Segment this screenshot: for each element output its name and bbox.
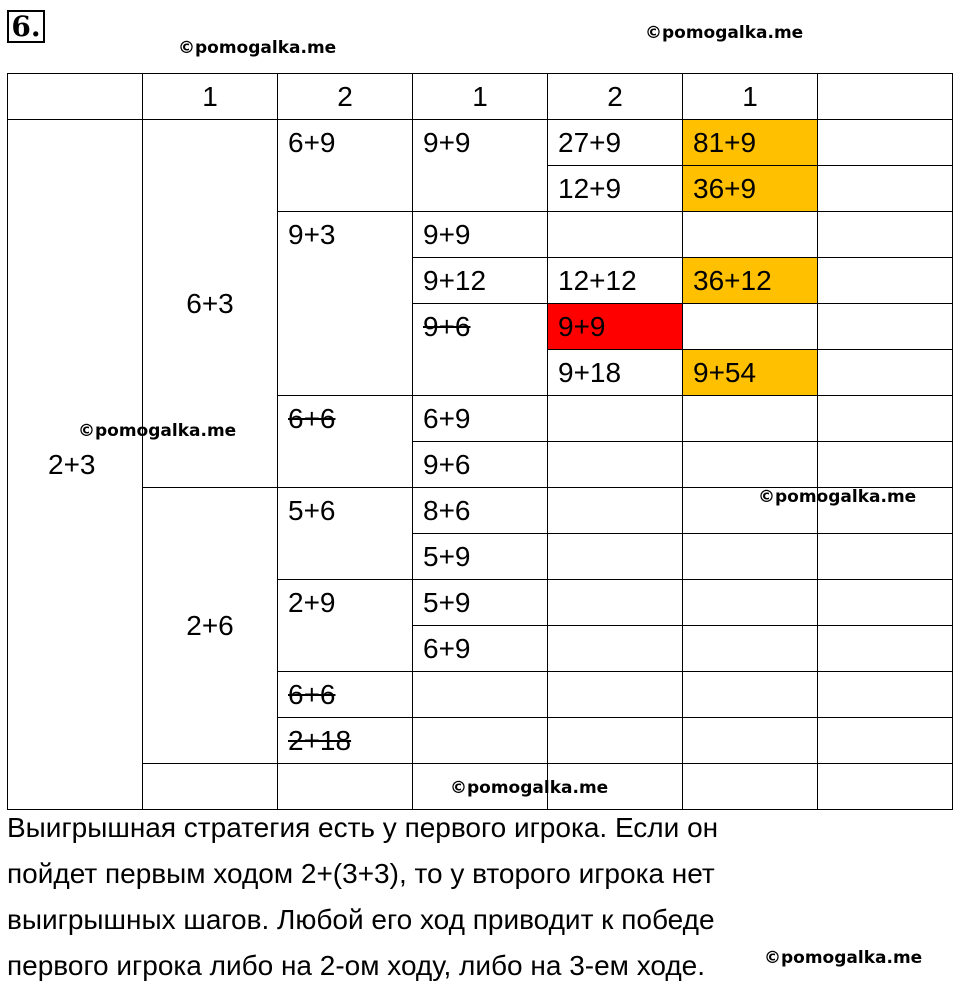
paragraph-line: Выигрышная стратегия есть у первого игрока. Если он bbox=[7, 812, 719, 843]
watermark: ©pomogalka.me bbox=[764, 948, 923, 968]
watermark: ©pomogalka.me bbox=[178, 38, 337, 58]
empty-cell bbox=[548, 718, 683, 764]
empty-cell bbox=[818, 764, 953, 810]
empty-cell bbox=[683, 442, 818, 488]
paragraph-line: первого игрока либо на 2-ом ходу, либо на 3-ем ходе. bbox=[7, 950, 706, 981]
empty-cell bbox=[683, 626, 818, 672]
move-cell: 6+9 bbox=[413, 396, 548, 442]
level0-cell: 2+3 bbox=[8, 120, 143, 810]
empty-cell bbox=[818, 534, 953, 580]
game-tree-table bbox=[7, 73, 953, 810]
task-number: 6. bbox=[7, 10, 45, 43]
move-cell: 5+9 bbox=[413, 534, 548, 580]
empty-cell bbox=[548, 396, 683, 442]
paragraph-line: выигрышных шагов. Любой его ход приводит к победе bbox=[7, 904, 715, 935]
move-cell: 12+9 bbox=[548, 166, 683, 212]
move-cell: 27+9 bbox=[548, 120, 683, 166]
move-cell: 9+9 bbox=[413, 120, 548, 212]
empty-cell bbox=[548, 212, 683, 258]
empty-cell bbox=[548, 672, 683, 718]
winning-move-cell: 9+54 bbox=[683, 350, 818, 396]
watermark: ©pomogalka.me bbox=[78, 421, 237, 441]
move-cell: 6+9 bbox=[278, 120, 413, 212]
level1-cell: 2+6 bbox=[143, 488, 278, 764]
header-cell-empty bbox=[818, 74, 953, 120]
empty-cell bbox=[683, 304, 818, 350]
empty-cell bbox=[278, 764, 413, 810]
crossed-move-cell: 9+6 bbox=[413, 304, 548, 396]
crossed-move-cell: 6+6 bbox=[278, 672, 413, 718]
empty-cell bbox=[413, 718, 548, 764]
empty-cell bbox=[818, 672, 953, 718]
empty-cell bbox=[143, 764, 278, 810]
paragraph-line: пойдет первым ходом 2+(3+3), то у второго игрока нет bbox=[7, 858, 715, 889]
losing-move-cell: 9+9 bbox=[548, 304, 683, 350]
header-row bbox=[8, 74, 953, 120]
empty-cell bbox=[818, 120, 953, 166]
watermark: ©pomogalka.me bbox=[645, 23, 804, 43]
header-cell: 1 bbox=[413, 74, 548, 120]
empty-cell bbox=[818, 580, 953, 626]
empty-cell bbox=[818, 258, 953, 304]
empty-cell bbox=[818, 396, 953, 442]
empty-cell bbox=[548, 488, 683, 534]
empty-cell bbox=[818, 212, 953, 258]
table-row bbox=[8, 120, 953, 166]
empty-cell bbox=[683, 672, 818, 718]
header-cell: 1 bbox=[143, 74, 278, 120]
empty-cell bbox=[683, 534, 818, 580]
watermark: ©pomogalka.me bbox=[450, 778, 609, 798]
crossed-move-cell: 2+18 bbox=[278, 718, 413, 764]
empty-cell bbox=[818, 350, 953, 396]
move-cell: 9+9 bbox=[413, 212, 548, 258]
header-cell: 2 bbox=[548, 74, 683, 120]
move-cell: 9+12 bbox=[413, 258, 548, 304]
header-cell-empty bbox=[8, 74, 143, 120]
winning-move-cell: 36+12 bbox=[683, 258, 818, 304]
empty-cell bbox=[683, 580, 818, 626]
empty-cell bbox=[683, 764, 818, 810]
crossed-move-cell: 6+6 bbox=[278, 396, 413, 488]
winning-move-cell: 36+9 bbox=[683, 166, 818, 212]
move-cell: 5+9 bbox=[413, 580, 548, 626]
move-cell: 8+6 bbox=[413, 488, 548, 534]
empty-cell bbox=[548, 626, 683, 672]
empty-cell bbox=[818, 442, 953, 488]
move-cell: 12+12 bbox=[548, 258, 683, 304]
empty-cell bbox=[818, 626, 953, 672]
empty-cell bbox=[818, 304, 953, 350]
move-cell: 2+9 bbox=[278, 580, 413, 672]
empty-cell bbox=[413, 672, 548, 718]
move-cell: 9+3 bbox=[278, 212, 413, 396]
move-cell: 9+18 bbox=[548, 350, 683, 396]
empty-cell bbox=[548, 534, 683, 580]
empty-cell bbox=[818, 166, 953, 212]
empty-cell bbox=[683, 212, 818, 258]
empty-cell bbox=[818, 718, 953, 764]
move-cell: 5+6 bbox=[278, 488, 413, 580]
level1-cell: 6+3 bbox=[143, 120, 278, 488]
empty-cell bbox=[683, 396, 818, 442]
empty-cell bbox=[683, 718, 818, 764]
empty-cell bbox=[548, 442, 683, 488]
winning-move-cell: 81+9 bbox=[683, 120, 818, 166]
move-cell: 6+9 bbox=[413, 626, 548, 672]
watermark: ©pomogalka.me bbox=[758, 487, 917, 507]
empty-cell bbox=[548, 580, 683, 626]
header-cell: 2 bbox=[278, 74, 413, 120]
header-cell: 1 bbox=[683, 74, 818, 120]
move-cell: 9+6 bbox=[413, 442, 548, 488]
